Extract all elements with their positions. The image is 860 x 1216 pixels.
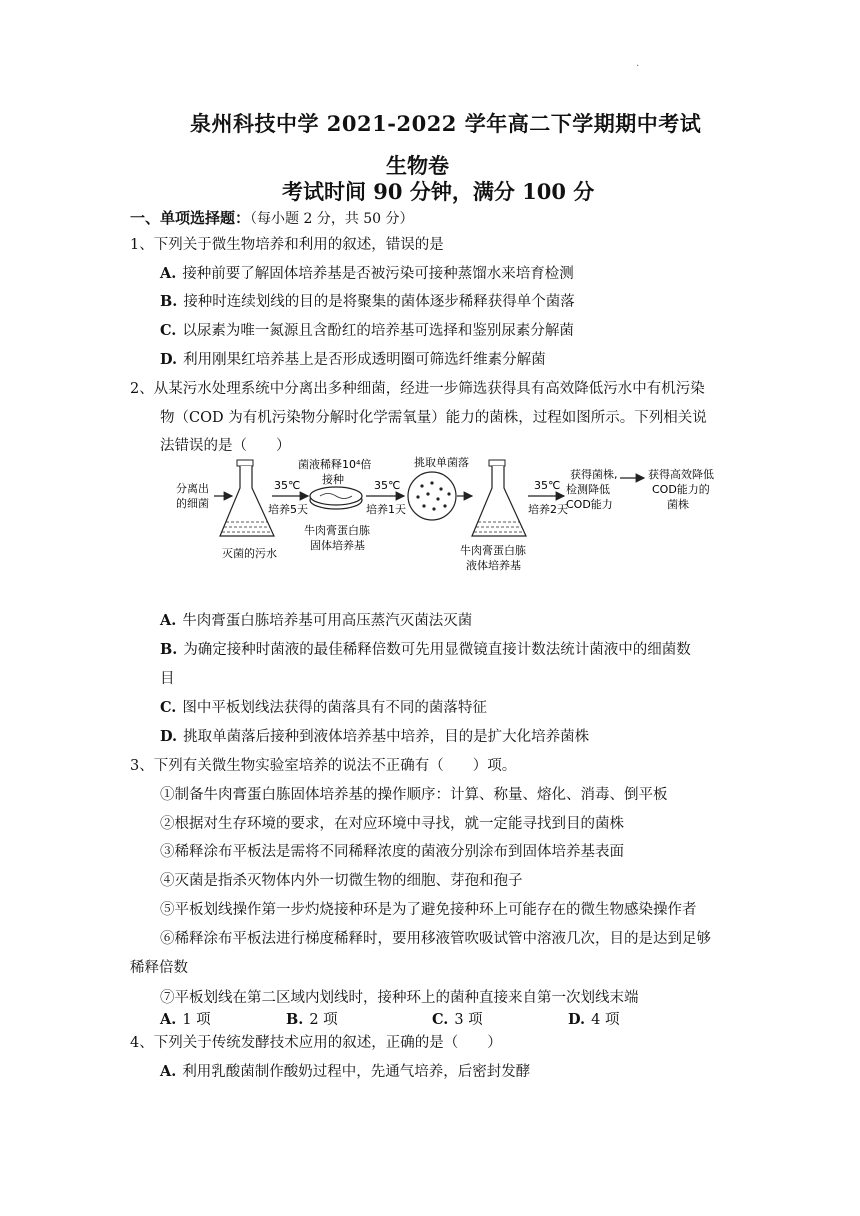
culture-3: 培养2天 (528, 503, 568, 516)
liquid-medium-label-2: 液体培养基 (466, 559, 521, 572)
sterilized-water-label: 灭菌的污水 (222, 547, 277, 560)
q2-option-d: D. 挑取单菌落后接种到液体培养基中培养，目的是扩大化培养菌株 (160, 728, 590, 745)
q3-item-6-cont: 稀释倍数 (130, 960, 188, 976)
separated-bacteria-label-2: 的细菌 (176, 497, 209, 510)
exam-title: 泉州科技中学 2021-2022 学年高二下学期期中考试 (190, 111, 702, 136)
section-title: 一、单项选择题： (130, 209, 251, 227)
q1-option-d: D. 利用刚果红培养基上是否形成透明圈可筛选纤维素分解菌 (160, 351, 546, 368)
q3-item-1: ①制备牛肉膏蛋白胨固体培养基的操作顺序：计算、称量、熔化、消毒、倒平板 (160, 787, 668, 803)
question-1-stem: 1、下列关于微生物培养和利用的叙述，错误的是 (130, 237, 444, 253)
question-2-stem-line3: 法错误的是（ ） (160, 438, 291, 454)
q3-item-3: ③稀释涂布平板法是需将不同稀释浓度的菌液分别涂布到固体培养基表面 (160, 844, 624, 860)
q3-item-7: ⑦平板划线在第二区域内划线时，接种环上的菌种直接来自第一次划线末端 (160, 990, 639, 1006)
q1-option-a: A. 接种前要了解固体培养基是否被污染可接种蒸馏水来培育检测 (160, 265, 574, 282)
obtain-strain-line3: COD能力 (566, 498, 613, 511)
separated-bacteria-label-1: 分离出 (176, 482, 209, 495)
obtain-strain-line2: 检测降低 (566, 483, 610, 496)
solid-medium-label-1: 牛肉膏蛋白胨 (304, 524, 370, 537)
q3-option-b: B. 2 项 (286, 1011, 338, 1028)
q3-option-d: D. 4 项 (568, 1011, 620, 1028)
header-mark: . (636, 58, 640, 69)
q3-item-2: ②根据对生存环境的要求，在对应环境中寻找，就一定能寻找到目的菌株 (160, 816, 624, 832)
solid-medium-label-2: 固体培养基 (310, 539, 365, 552)
q1-option-b: B. 接种时连续划线的目的是将聚集的菌体逐步稀释获得单个菌落 (160, 293, 575, 310)
q3-item-4: ④灭菌是指杀灭物体内外一切微生物的细胞、芽孢和孢子 (160, 873, 523, 889)
q3-item-5: ⑤平板划线操作第一步灼烧接种环是为了避免接种环上可能存在的微生物感染操作者 (160, 902, 697, 918)
pick-colony-label: 挑取单菌落 (414, 456, 469, 469)
liquid-medium-label-1: 牛肉膏蛋白胨 (460, 544, 526, 557)
process-diagram (170, 456, 730, 580)
q2-option-b-cont: 目 (160, 671, 175, 687)
exam-subtitle: 生物卷 (386, 153, 449, 178)
culture-1: 培养5天 (268, 503, 308, 516)
question-2-stem-line2: 物（COD 为有机污染物分解时化学需氧量）能力的菌株，过程如图所示。下列相关说 (160, 410, 707, 426)
final-strain-line3: 菌株 (667, 498, 689, 511)
final-strain-line1: 获得高效降低 (648, 468, 714, 481)
q3-option-a: A. 1 项 (160, 1011, 211, 1028)
question-4-stem: 4、下列关于传统发酵技术应用的叙述，正确的是（ ） (130, 1035, 502, 1051)
temp-3: 35℃ (534, 479, 561, 492)
obtain-strain-line1: 获得菌株, (570, 468, 618, 481)
petri-dish-icon (310, 487, 362, 509)
q2-option-a: A. 牛肉膏蛋白胨培养基可用高压蒸汽灭菌法灭菌 (160, 612, 473, 629)
q2-option-b: B. 为确定接种时菌液的最佳稀释倍数可先用显微镜直接计数法统计菌液中的细菌数 (160, 641, 691, 658)
q4-option-a: A. 利用乳酸菌制作酸奶过程中，先通气培养，后密封发酵 (160, 1063, 531, 1080)
final-strain-line2: COD能力的 (652, 483, 710, 496)
section-heading (130, 207, 414, 228)
culture-2: 培养1天 (366, 503, 406, 516)
question-2-stem-line1: 2、从某污水处理系统中分离出多种细菌，经进一步筛选获得具有高效降低污水中有机污染 (130, 381, 705, 397)
flask-icon-2 (472, 460, 526, 536)
q3-item-6: ⑥稀释涂布平板法进行梯度稀释时，要用移液管吹吸试管中溶液几次，目的是达到足够 (160, 931, 711, 947)
dilution-label: 菌液稀释10⁴倍 (298, 458, 372, 471)
inoculate-label: 接种 (322, 473, 344, 486)
temp-1: 35℃ (274, 479, 301, 492)
colony-plate-icon (408, 472, 456, 520)
question-3-stem: 3、下列有关微生物实验室培养的说法不正确有（ ）项。 (130, 758, 517, 774)
temp-2: 35℃ (374, 479, 401, 492)
q1-option-c: C. 以尿素为唯一氮源且含酚红的培养基可选择和鉴别尿素分解菌 (160, 322, 574, 339)
q2-option-c: C. 图中平板划线法获得的菌落具有不同的菌落特征 (160, 699, 487, 716)
q3-option-c: C. 3 项 (432, 1011, 483, 1028)
flask-icon-1 (220, 460, 274, 536)
section-note: （每小题 2 分，共 50 分） (250, 211, 414, 227)
exam-info: 考试时间 90 分钟，满分 100 分 (282, 179, 595, 204)
